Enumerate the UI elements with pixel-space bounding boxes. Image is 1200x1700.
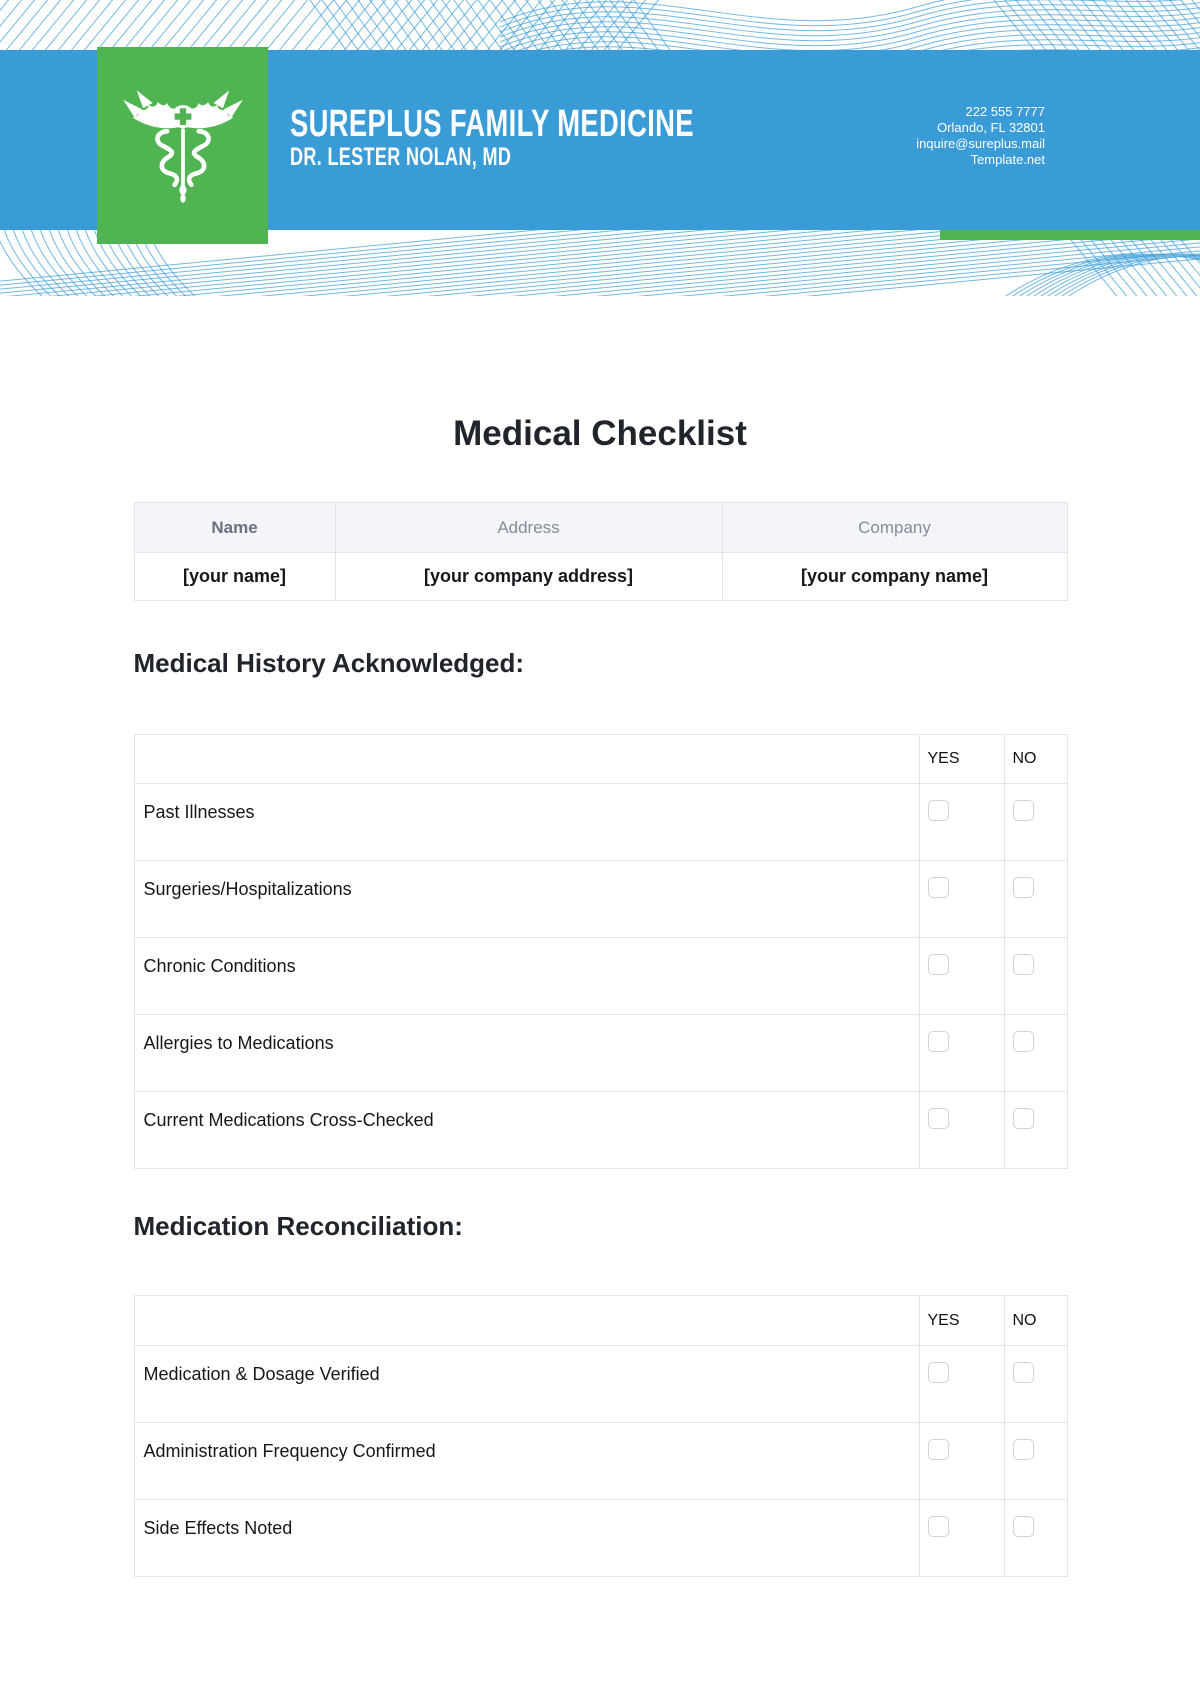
item-label: Allergies to Medications bbox=[134, 1015, 919, 1092]
clinic-identity bbox=[290, 104, 851, 170]
table-row bbox=[134, 1092, 1067, 1169]
document-body bbox=[134, 412, 1067, 1700]
item-label: Past Illnesses bbox=[134, 784, 919, 861]
item-label: Administration Frequency Confirmed bbox=[134, 1423, 919, 1500]
table-row bbox=[134, 784, 1067, 861]
no-checkbox[interactable] bbox=[1013, 1362, 1034, 1383]
doctor-name: DR. LESTER NOLAN, MD bbox=[290, 143, 512, 171]
table-row bbox=[134, 1500, 1067, 1577]
section-heading-medication-reconciliation: Medication Reconciliation: bbox=[133, 1211, 463, 1241]
no-checkbox[interactable] bbox=[1013, 877, 1034, 898]
item-label: Chronic Conditions bbox=[134, 938, 919, 1015]
table-row bbox=[134, 938, 1067, 1015]
no-checkbox[interactable] bbox=[1013, 800, 1034, 821]
email-address: inquire@sureplus.mail bbox=[916, 136, 1045, 151]
no-checkbox[interactable] bbox=[1013, 954, 1034, 975]
empty-header-cell bbox=[134, 735, 919, 784]
website: Template.net bbox=[970, 152, 1045, 167]
item-label: Medication & Dosage Verified bbox=[134, 1346, 919, 1423]
info-header-address: Address bbox=[335, 503, 722, 553]
table-row bbox=[134, 1015, 1067, 1092]
clinic-logo bbox=[97, 47, 268, 244]
no-column-header: NO bbox=[1004, 735, 1067, 784]
green-accent-bar bbox=[940, 230, 1200, 240]
phone-number: 222 555 7777 bbox=[965, 104, 1045, 119]
page-title: Medical Checklist bbox=[453, 414, 747, 453]
yes-checkbox[interactable] bbox=[928, 1362, 949, 1383]
yes-checkbox[interactable] bbox=[928, 1108, 949, 1129]
guilloche-pattern-top bbox=[0, 0, 1200, 50]
table-row bbox=[134, 1423, 1067, 1500]
address-line: Orlando, FL 32801 bbox=[937, 120, 1045, 135]
yes-column-header: YES bbox=[919, 735, 1004, 784]
clinic-name: SUREPLUS FAMILY MEDICINE bbox=[290, 103, 694, 145]
contact-info bbox=[916, 104, 1045, 168]
address-field[interactable]: [your company address] bbox=[335, 553, 722, 601]
table-row bbox=[134, 861, 1067, 938]
item-label: Side Effects Noted bbox=[134, 1500, 919, 1577]
yes-checkbox[interactable] bbox=[928, 1439, 949, 1460]
no-checkbox[interactable] bbox=[1013, 1516, 1034, 1537]
no-column-header: NO bbox=[1004, 1296, 1067, 1346]
item-label: Surgeries/Hospitalizations bbox=[134, 861, 919, 938]
yes-checkbox[interactable] bbox=[928, 800, 949, 821]
medication-reconciliation-table bbox=[134, 1295, 1068, 1577]
info-value-row bbox=[134, 553, 1067, 601]
no-checkbox[interactable] bbox=[1013, 1439, 1034, 1460]
check-header-row bbox=[134, 735, 1067, 784]
check-header-row bbox=[134, 1296, 1067, 1346]
section-heading-medical-history: Medical History Acknowledged: bbox=[133, 648, 525, 678]
no-checkbox[interactable] bbox=[1013, 1031, 1034, 1052]
letterhead bbox=[0, 0, 1200, 296]
name-field[interactable]: [your name] bbox=[134, 553, 335, 601]
table-row bbox=[134, 1346, 1067, 1423]
item-label: Current Medications Cross-Checked bbox=[134, 1092, 919, 1169]
yes-checkbox[interactable] bbox=[928, 877, 949, 898]
empty-header-cell bbox=[134, 1296, 919, 1346]
info-header-company: Company bbox=[722, 503, 1067, 553]
medical-history-table bbox=[134, 734, 1068, 1169]
yes-checkbox[interactable] bbox=[928, 1031, 949, 1052]
company-field[interactable]: [your company name] bbox=[722, 553, 1067, 601]
yes-column-header: YES bbox=[919, 1296, 1004, 1346]
yes-checkbox[interactable] bbox=[928, 954, 949, 975]
no-checkbox[interactable] bbox=[1013, 1108, 1034, 1129]
yes-checkbox[interactable] bbox=[928, 1516, 949, 1537]
info-header-name: Name bbox=[134, 503, 335, 553]
patient-info-table bbox=[134, 502, 1068, 601]
caduceus-icon bbox=[120, 83, 246, 209]
info-header-row bbox=[134, 503, 1067, 553]
